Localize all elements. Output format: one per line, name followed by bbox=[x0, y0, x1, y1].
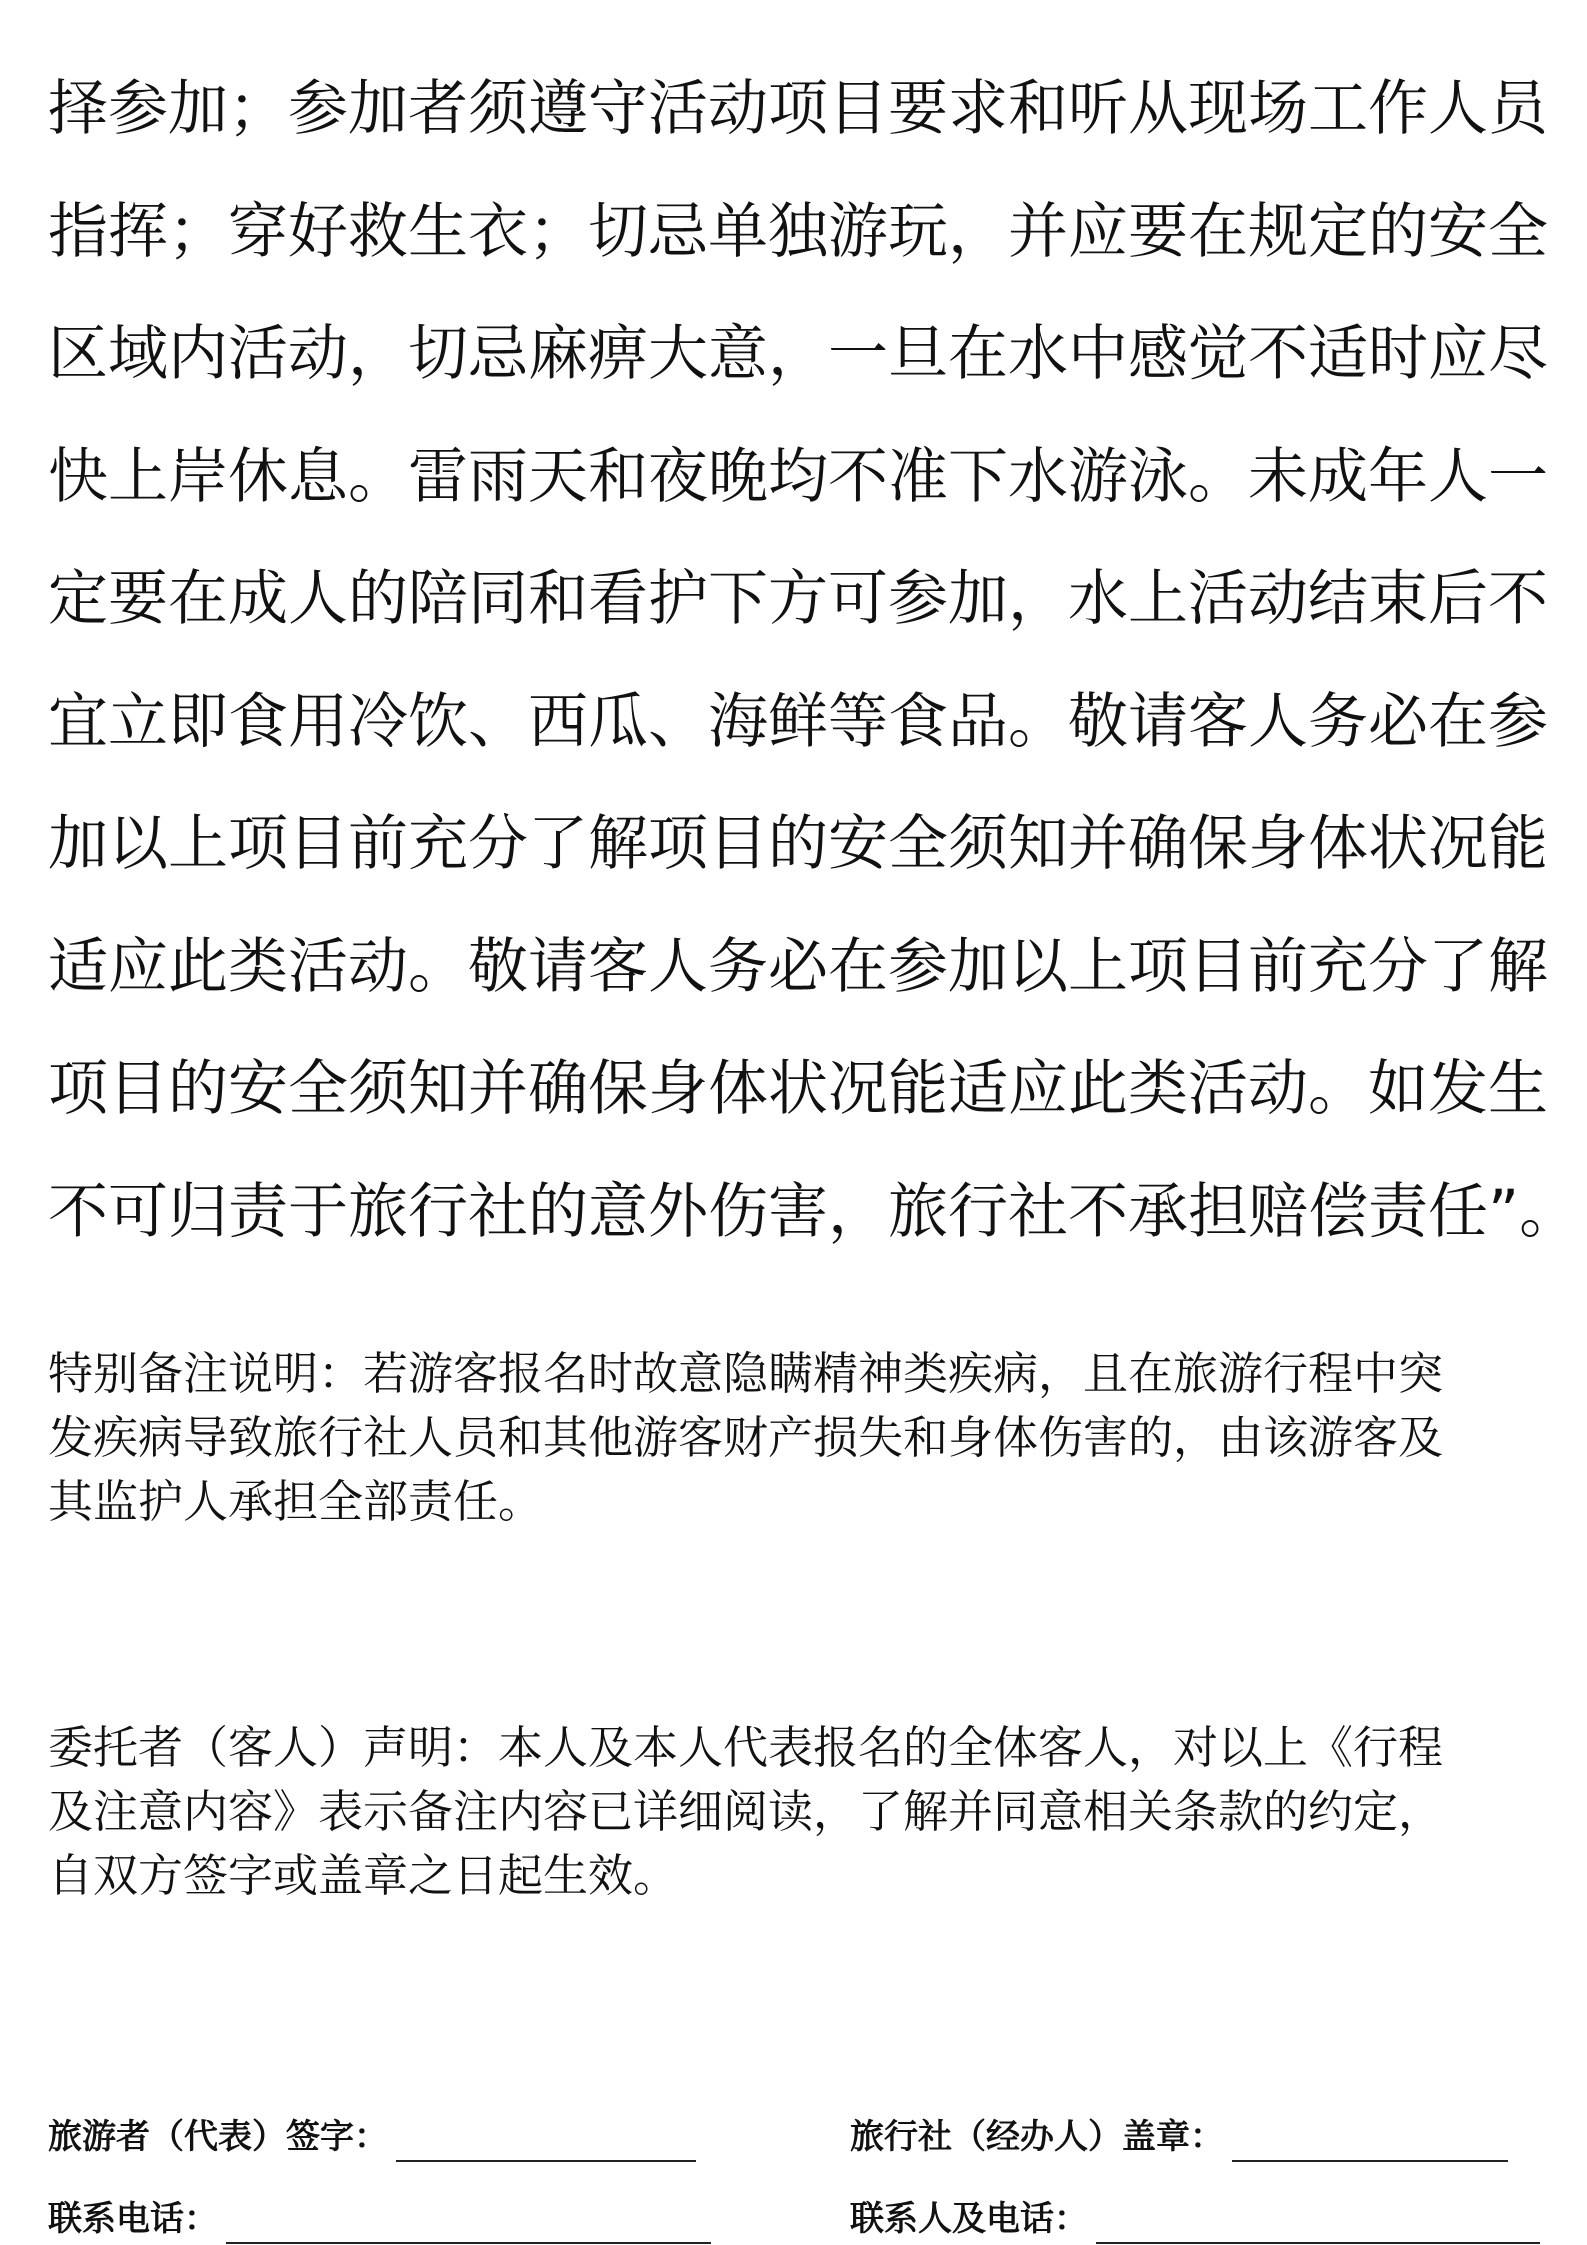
tourist-phone-field bbox=[48, 2180, 711, 2244]
tourist-signature-label: 旅游者（代表）签字： bbox=[48, 2117, 388, 2157]
agency-seal-label: 旅行社（经办人）盖章： bbox=[850, 2117, 1224, 2157]
note-line: 发疾病导致旅行社人员和其他游客财产损失和身体伤害的，由该游客及 bbox=[48, 1411, 1444, 1464]
note-line: 其监护人承担全部责任。 bbox=[48, 1475, 544, 1528]
agency-seal-field bbox=[850, 2098, 1508, 2162]
tourist-phone-line[interactable] bbox=[226, 2196, 711, 2244]
agency-seal-line[interactable] bbox=[1232, 2114, 1508, 2162]
agency-contact-label: 联系人及电话： bbox=[850, 2199, 1088, 2239]
agency-contact-field bbox=[850, 2180, 1540, 2244]
paragraph-line: 宜立即食用冷饮、西瓜、海鲜等食品。敬请客人务必在参 bbox=[48, 686, 1548, 757]
tourist-signature-line[interactable] bbox=[396, 2114, 696, 2162]
paragraph-line: 不可归责于旅行社的意外伤害，旅行社不承担赔偿责任”。 bbox=[48, 1176, 1580, 1247]
paragraph-line: 区域内活动，切忌麻痹大意，一旦在水中感觉不适时应尽 bbox=[48, 319, 1548, 389]
agency-contact-line[interactable] bbox=[1096, 2196, 1540, 2244]
safety-notice-paragraph bbox=[48, 48, 1580, 1273]
signature-row-2 bbox=[48, 2180, 1548, 2244]
paragraph-line: 择参加；参加者须遵守活动项目要求和听从现场工作人员 bbox=[48, 74, 1548, 144]
tourist-signature-field bbox=[48, 2098, 696, 2162]
paragraph-line: 快上岸休息。雷雨天和夜晚均不准下水游泳。未成年人一 bbox=[48, 441, 1548, 512]
tourist-phone-label: 联系电话： bbox=[48, 2199, 218, 2239]
paragraph-line: 加以上项目前充分了解项目的安全须知并确保身体状况能 bbox=[48, 809, 1548, 879]
declaration-line: 委托者（客人）声明：本人及本人代表报名的全体客人，对以上《行程 bbox=[48, 1721, 1444, 1774]
signature-row-1 bbox=[48, 2098, 1548, 2162]
special-note-paragraph bbox=[48, 1342, 1548, 1534]
client-declaration-paragraph bbox=[48, 1716, 1548, 1908]
paragraph-line: 定要在成人的陪同和看护下方可参加，水上活动结束后不 bbox=[48, 564, 1548, 634]
paragraph-line: 指挥；穿好救生衣；切忌单独游玩，并应要在规定的安全 bbox=[48, 196, 1548, 267]
declaration-line: 自双方签字或盖章之日起生效。 bbox=[48, 1849, 679, 1902]
declaration-line: 及注意内容》表示备注内容已详细阅读，了解并同意相关条款的约定， bbox=[48, 1785, 1444, 1838]
paragraph-line: 项目的安全须知并确保身体状况能适应此类活动。如发生 bbox=[48, 1054, 1548, 1124]
note-line: 特别备注说明：若游客报名时故意隐瞒精神类疾病，且在旅游行程中突 bbox=[48, 1347, 1444, 1400]
paragraph-line: 适应此类活动。敬请客人务必在参加以上项目前充分了解 bbox=[48, 931, 1548, 1002]
